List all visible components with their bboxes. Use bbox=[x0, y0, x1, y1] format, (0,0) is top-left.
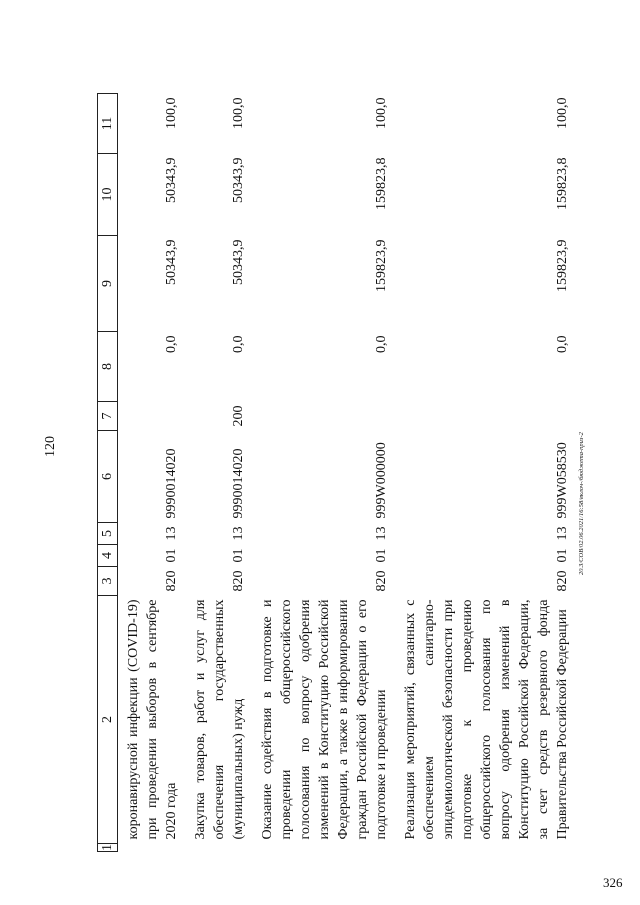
header-cell: 3 bbox=[98, 567, 118, 596]
table-row bbox=[252, 94, 395, 852]
cell-c9: 50343,9 bbox=[231, 239, 246, 285]
cell-c5: 13 bbox=[555, 526, 570, 541]
header-cell: 9 bbox=[98, 236, 118, 332]
cell-c3: 820 bbox=[231, 570, 246, 592]
cell-c4: 01 bbox=[555, 548, 570, 563]
cell-c10: 159823,8 bbox=[555, 157, 570, 210]
cell-c11: 100,0 bbox=[374, 97, 389, 129]
row-name: Оказание содействия в подготовке и проведении общероссийского голосования по вопросу одобрения изменений в Конституцию Российской Федерации, а также в информировании граждан Российской Федерации о его подготовке и проведении bbox=[260, 599, 389, 840]
cell-c9: 159823,9 bbox=[374, 239, 389, 292]
cell-c5: 13 bbox=[164, 526, 179, 541]
cell-c6: 9990014020 bbox=[164, 448, 179, 519]
cell-c4: 01 bbox=[164, 548, 179, 563]
row-name: Реализация мероприятий, связанных с обеспечением санитарно-эпидемиологической безопасности при подготовке к проведению общероссийского голосования по вопросу одобрения изменений в Конституцию Российской Федерации, за счет средств резервного фонда Правительства Российской Федерации bbox=[403, 599, 570, 840]
column-number-header bbox=[98, 94, 118, 852]
cell-c4: 01 bbox=[231, 548, 246, 563]
cell-c6: 999W058530 bbox=[555, 442, 570, 519]
header-cell: 2 bbox=[98, 596, 118, 844]
header-cell: 4 bbox=[98, 545, 118, 567]
cell-c6: 9990014020 bbox=[231, 448, 246, 519]
budget-table bbox=[97, 93, 576, 852]
cell-c5: 13 bbox=[231, 526, 246, 541]
cell-c8: 0,0 bbox=[231, 335, 246, 353]
cell-c11: 100,0 bbox=[231, 97, 246, 129]
cell-c8: 0,0 bbox=[374, 335, 389, 353]
header-cell: 7 bbox=[98, 402, 118, 431]
row-name: Закупка товаров, работ и услуг для обеспечения государственных (муниципальных) нужд bbox=[193, 599, 246, 840]
header-cell: 8 bbox=[98, 332, 118, 402]
table-row bbox=[185, 94, 252, 852]
cell-c11: 100,0 bbox=[164, 97, 179, 129]
cell-c10: 50343,9 bbox=[231, 157, 246, 203]
cell-c6: 999W000000 bbox=[374, 442, 389, 519]
header-cell: 1 bbox=[98, 844, 118, 852]
page-number: 326 bbox=[603, 875, 623, 890]
table-row bbox=[118, 94, 186, 852]
table-row bbox=[395, 94, 576, 852]
header-cell: 10 bbox=[98, 154, 118, 236]
header-cell: 11 bbox=[98, 94, 118, 154]
header-cell: 6 bbox=[98, 431, 118, 523]
header-cell: 5 bbox=[98, 523, 118, 545]
row-name: коронавирусной инфекции (COVID-19) при проведении выборов в сентябре 2020 года bbox=[126, 599, 179, 840]
cell-c7 bbox=[118, 402, 186, 431]
cell-c3: 820 bbox=[555, 570, 570, 592]
cell-c4: 01 bbox=[374, 548, 389, 563]
page-top-number: 120 bbox=[43, 436, 58, 457]
footer-code-text: 20.3/СОВ/02.06.2021/16:58/вклоч-/бюджета-приз-2 bbox=[578, 432, 585, 575]
cell-c9: 159823,9 bbox=[555, 239, 570, 292]
cell-c11: 100,0 bbox=[555, 97, 570, 129]
cell-c8: 0,0 bbox=[555, 335, 570, 353]
cell-c7: 200 bbox=[231, 405, 246, 427]
cell-c10: 50343,9 bbox=[164, 157, 179, 203]
cell-c3: 820 bbox=[374, 570, 389, 592]
cell-c7 bbox=[252, 402, 395, 431]
cell-c9: 50343,9 bbox=[164, 239, 179, 285]
cell-c8: 0,0 bbox=[164, 335, 179, 353]
cell-c10: 159823,8 bbox=[374, 157, 389, 210]
cell-c3: 820 bbox=[164, 570, 179, 592]
landscape-table-area bbox=[43, 42, 570, 852]
cell-c5: 13 bbox=[374, 526, 389, 541]
cell-c7 bbox=[395, 402, 576, 431]
